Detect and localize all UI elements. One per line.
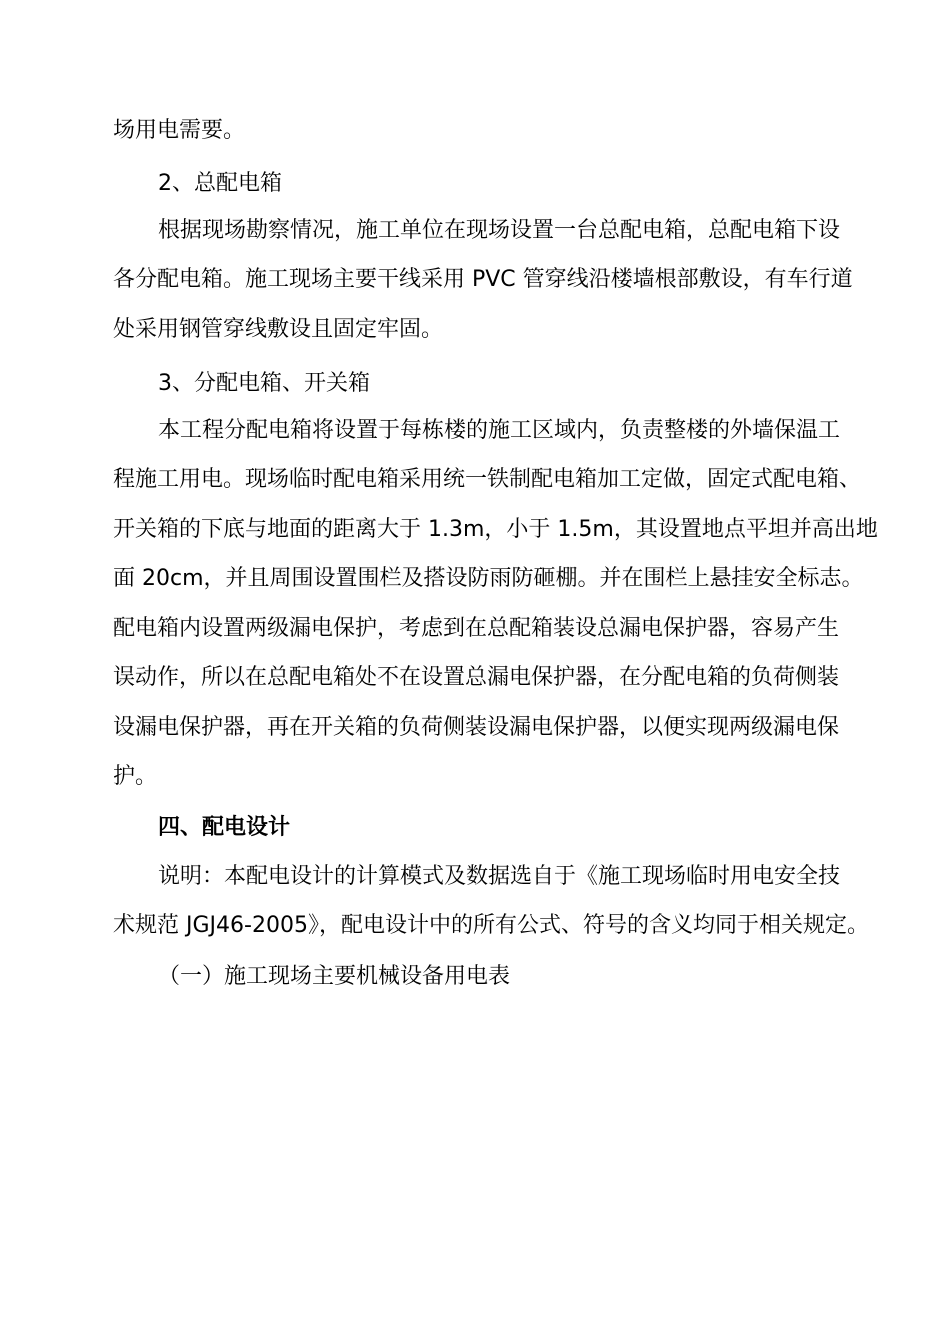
section-heading-3: 3、分配电箱、开关箱 (158, 371, 370, 396)
paragraph-line: 面 20cm，并且周围设置围栏及搭设防雨防砸棚。并在围栏上悬挂安全标志。 (113, 566, 864, 591)
paragraph-line: 开关箱的下底与地面的距离大于 1.3m，小于 1.5m，其设置地点平坦并高出地 (113, 517, 878, 542)
paragraph-line: 各分配电箱。施工现场主要干线采用 PVC 管穿线沿楼墙根部敷设，有车行道 (113, 267, 853, 292)
section-heading-2: 2、总配电箱 (158, 171, 282, 196)
paragraph-line: 说明：本配电设计的计算模式及数据选自于《施工现场临时用电安全技 (158, 864, 841, 889)
paragraph-line: 护。 (113, 764, 158, 789)
paragraph-line: 程施工用电。现场临时配电箱采用统一铁制配电箱加工定做，固定式配电箱、 (113, 467, 862, 492)
paragraph-line: 本工程分配电箱将设置于每栋楼的施工区域内，负责整楼的外墙保温工 (158, 418, 841, 443)
paragraph-line: 处采用钢管穿线敷设且固定牢固。 (113, 317, 444, 342)
subsection-heading: （一）施工现场主要机械设备用电表 (158, 964, 511, 989)
paragraph-line: 配电箱内设置两级漏电保护，考虑到在总配箱装设总漏电保护器，容易产生 (113, 616, 840, 641)
paragraph-line: 设漏电保护器，再在开关箱的负荷侧装设漏电保护器，以便实现两级漏电保 (113, 715, 840, 740)
paragraph-line: 场用电需要。 (113, 118, 246, 143)
paragraph-line: 误动作，所以在总配电箱处不在设置总漏电保护器，在分配电箱的负荷侧装 (113, 665, 840, 690)
paragraph-line: 术规范 JGJ46-2005》，配电设计中的所有公式、符号的含义均同于相关规定。 (113, 913, 869, 938)
section-heading-4: 四、配电设计 (158, 815, 291, 840)
paragraph-line: 根据现场勘察情况，施工单位在现场设置一台总配电箱，总配电箱下设 (158, 218, 841, 243)
